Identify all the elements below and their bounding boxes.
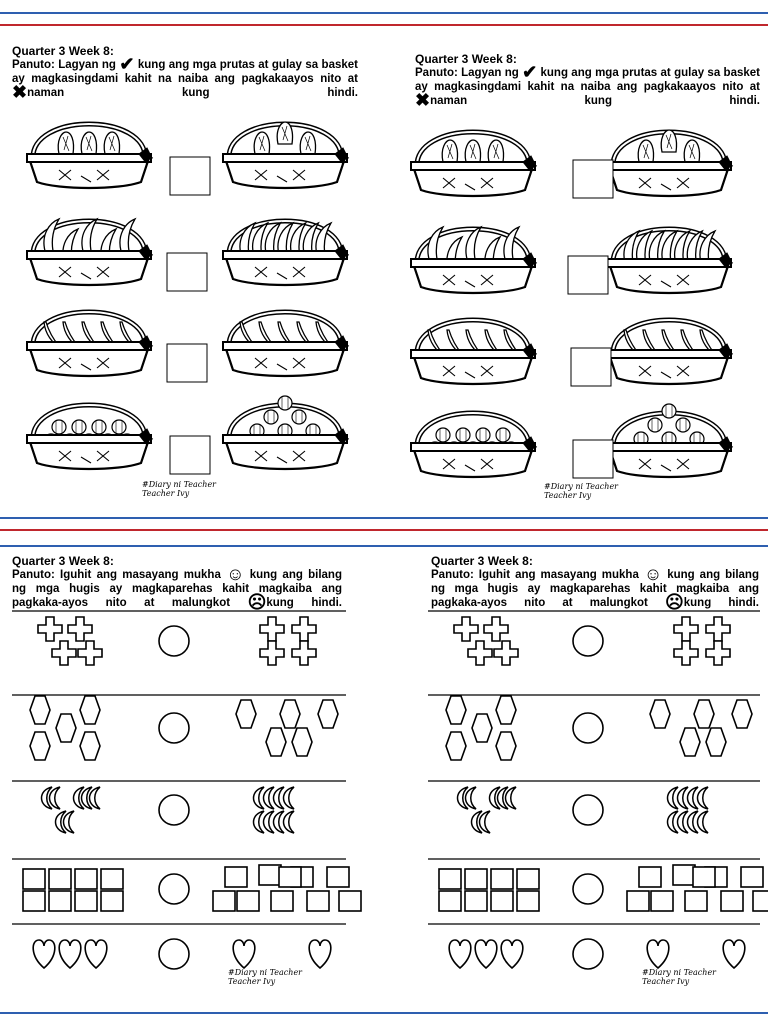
square-shape-icon — [517, 869, 539, 889]
instruction-text: Panuto: Lagyan ng ✔ kung ang mga prutas at gulay sa basket ay magkasingdami kahit na naiba ang pagkakaayos nito at ✖naman kung hindi. — [415, 62, 760, 110]
answer-box-row-4[interactable] — [170, 436, 210, 474]
teacher-signature: #Diary ni Teacher Teacher Ivy — [228, 968, 302, 986]
banana-icon — [466, 227, 481, 259]
hexagon-shape-icon — [80, 696, 100, 724]
tomato-icon — [676, 418, 690, 432]
answer-circle[interactable] — [573, 939, 603, 969]
tomato-icon — [662, 404, 676, 418]
basket-icon — [607, 320, 733, 384]
tomato-icon — [496, 428, 510, 442]
square-shape-icon — [439, 891, 461, 911]
cross-shape-icon — [260, 617, 284, 641]
square-shape-icon — [753, 891, 768, 911]
crescent-shape-icon — [50, 787, 61, 809]
cross-shape-icon — [292, 641, 316, 665]
crescent-shape-icon — [64, 811, 75, 833]
worksheet-top-right — [384, 0, 768, 515]
crescent-shape-icon — [668, 787, 679, 809]
square-shape-icon — [339, 891, 361, 911]
cross-shape-icon — [260, 641, 284, 665]
cross-shape-icon — [68, 617, 92, 641]
hexagon-shape-icon — [56, 714, 76, 742]
square-shape-icon — [237, 891, 259, 911]
hexagon-shape-icon — [694, 700, 714, 728]
basket-icon — [27, 405, 153, 469]
basket-icon — [607, 130, 733, 196]
square-shape-icon — [327, 867, 349, 887]
basket-icon — [27, 124, 153, 188]
answer-box-row-1[interactable] — [170, 157, 210, 195]
basket-icon — [27, 312, 153, 376]
heart-shape-icon — [309, 940, 331, 968]
basket-comparison-area — [384, 0, 768, 515]
square-shape-icon — [213, 891, 235, 911]
answer-circle[interactable] — [159, 626, 189, 656]
basket-icon — [411, 132, 537, 196]
crescent-shape-icon — [506, 787, 517, 809]
middle-blue-rule-2 — [0, 545, 768, 547]
answer-circle[interactable] — [159, 713, 189, 743]
crescent-shape-icon — [678, 811, 689, 833]
hexagon-shape-icon — [472, 714, 492, 742]
hexagon-shape-icon — [680, 728, 700, 756]
instruction-text: Panuto: Iguhit ang masayang mukha ☺ kung ang bilang ng mga hugis ay magkaparehas kahit magkaiba ang pagkaka-ayos nito at malungkot ☹kung hindi. — [12, 564, 342, 612]
answer-circle[interactable] — [573, 713, 603, 743]
square-shape-icon — [721, 891, 743, 911]
cross-shape-icon — [706, 617, 730, 641]
hexagon-shape-icon — [706, 728, 726, 756]
square-shape-icon — [673, 865, 695, 885]
tomato-icon — [52, 420, 66, 434]
basket-icon — [27, 219, 153, 285]
square-shape-icon — [517, 891, 539, 911]
cross-shape-icon — [674, 617, 698, 641]
basket-icon — [223, 221, 349, 285]
cross-shape-icon — [674, 641, 698, 665]
answer-box-row-1[interactable] — [573, 160, 613, 198]
middle-blue-rule-1 — [0, 517, 768, 519]
tomato-icon — [112, 420, 126, 434]
worksheet-bottom-right — [384, 548, 768, 1010]
crescent-shape-icon — [90, 787, 101, 809]
square-shape-icon — [23, 891, 45, 911]
cross-shape-icon — [52, 641, 76, 665]
square-shape-icon — [741, 867, 763, 887]
banana-icon — [428, 227, 443, 259]
worksheet-title: Quarter 3 Week 8: — [12, 554, 114, 568]
hexagon-shape-icon — [496, 732, 516, 760]
square-shape-icon — [651, 891, 673, 911]
hexagon-shape-icon — [446, 732, 466, 760]
hexagon-shape-icon — [30, 696, 50, 724]
cross-shape-icon — [38, 617, 62, 641]
hexagon-shape-icon — [318, 700, 338, 728]
crescent-shape-icon — [284, 787, 295, 809]
cross-icon: ✖ — [12, 82, 28, 102]
tomato-icon — [456, 428, 470, 442]
basket-icon — [411, 413, 537, 477]
cross-shape-icon — [78, 641, 102, 665]
cross-shape-icon — [454, 617, 478, 641]
basket-icon — [223, 122, 349, 188]
hexagon-shape-icon — [650, 700, 670, 728]
square-shape-icon — [465, 891, 487, 911]
square-shape-icon — [491, 891, 513, 911]
tomato-icon — [264, 410, 278, 424]
answer-circle[interactable] — [573, 874, 603, 904]
tomato-icon — [648, 418, 662, 432]
teacher-signature: #Diary ni Teacher Teacher Ivy — [544, 482, 618, 500]
square-shape-icon — [101, 891, 123, 911]
cross-shape-icon — [494, 641, 518, 665]
worksheet-title: Quarter 3 Week 8: — [12, 44, 114, 58]
tomato-icon — [72, 420, 86, 434]
heart-shape-icon — [647, 940, 669, 968]
hexagon-shape-icon — [496, 696, 516, 724]
cross-shape-icon — [292, 617, 316, 641]
teacher-signature: #Diary ni Teacher Teacher Ivy — [142, 480, 216, 498]
answer-circle[interactable] — [573, 795, 603, 825]
basket-icon — [411, 227, 537, 293]
check-icon: ✔ — [522, 62, 538, 82]
basket-icon — [607, 229, 733, 293]
basket-icon — [411, 320, 537, 384]
instruction-text: Panuto: Lagyan ng ✔ kung ang mga prutas at gulay sa basket ay magkasingdami kahit na naiba ang pagkakaayos nito at ✖naman kung hindi. — [12, 54, 358, 102]
square-shape-icon — [75, 891, 97, 911]
check-icon: ✔ — [119, 54, 135, 74]
worksheet-title: Quarter 3 Week 8: — [415, 52, 517, 66]
crescent-shape-icon — [688, 787, 699, 809]
hexagon-shape-icon — [80, 732, 100, 760]
square-shape-icon — [75, 869, 97, 889]
answer-box-row-3[interactable] — [571, 348, 611, 386]
heart-shape-icon — [33, 940, 55, 968]
worksheet-top-left — [0, 0, 384, 515]
heart-shape-icon — [233, 940, 255, 968]
hexagon-shape-icon — [446, 696, 466, 724]
worksheet-bottom-left — [0, 548, 384, 1010]
crescent-shape-icon — [698, 787, 709, 809]
answer-box-row-2[interactable] — [568, 256, 608, 294]
square-shape-icon — [23, 869, 45, 889]
tomato-icon — [92, 420, 106, 434]
happy-face-icon: ☺ — [643, 564, 663, 584]
square-shape-icon — [685, 891, 707, 911]
happy-face-icon: ☺ — [226, 564, 245, 584]
basket-icon — [223, 312, 349, 376]
instruction-text: Panuto: Iguhit ang masayang mukha ☺ kung ang bilang ng mga hugis ay magkaparehas kahit magkaiba ang pagkaka-ayos nito at malungkot ☹kung hindi. — [431, 564, 759, 612]
crescent-shape-icon — [480, 811, 491, 833]
basket-comparison-area — [0, 0, 384, 515]
answer-box-row-3[interactable] — [167, 344, 207, 382]
square-shape-icon — [491, 869, 513, 889]
crescent-shape-icon — [254, 787, 265, 809]
tomato-icon — [292, 410, 306, 424]
shape-comparison-area — [0, 548, 384, 1010]
square-shape-icon — [465, 869, 487, 889]
square-shape-icon — [627, 891, 649, 911]
middle-red-rule — [0, 529, 768, 531]
square-shape-icon — [49, 891, 71, 911]
banana-icon — [82, 219, 97, 251]
heart-shape-icon — [85, 940, 107, 968]
crescent-shape-icon — [274, 811, 285, 833]
hexagon-shape-icon — [280, 700, 300, 728]
square-shape-icon — [49, 869, 71, 889]
shape-comparison-area — [384, 548, 768, 1010]
hexagon-shape-icon — [292, 728, 312, 756]
crescent-shape-icon — [688, 811, 699, 833]
crescent-shape-icon — [254, 811, 265, 833]
answer-circle[interactable] — [573, 626, 603, 656]
cross-shape-icon — [468, 641, 492, 665]
answer-circle[interactable] — [159, 795, 189, 825]
cross-shape-icon — [484, 617, 508, 641]
hexagon-shape-icon — [266, 728, 286, 756]
cross-icon: ✖ — [415, 90, 431, 110]
crescent-shape-icon — [668, 811, 679, 833]
sad-face-icon: ☹ — [664, 592, 684, 612]
bottom-blue-rule — [0, 1012, 768, 1014]
crescent-shape-icon — [264, 787, 275, 809]
heart-shape-icon — [475, 940, 497, 968]
crescent-shape-icon — [284, 811, 295, 833]
square-shape-icon — [259, 865, 281, 885]
answer-circle[interactable] — [159, 939, 189, 969]
square-shape-icon — [307, 891, 329, 911]
banana-icon — [44, 219, 59, 251]
heart-shape-icon — [449, 940, 471, 968]
basket-icon — [607, 404, 733, 477]
square-shape-icon — [279, 867, 301, 887]
teacher-signature: #Diary ni Teacher Teacher Ivy — [642, 968, 716, 986]
heart-shape-icon — [501, 940, 523, 968]
worksheet-title: Quarter 3 Week 8: — [431, 554, 533, 568]
square-shape-icon — [225, 867, 247, 887]
tomato-icon — [278, 396, 292, 410]
square-shape-icon — [639, 867, 661, 887]
crescent-shape-icon — [264, 811, 275, 833]
answer-box-row-2[interactable] — [167, 253, 207, 291]
cross-shape-icon — [706, 641, 730, 665]
basket-icon — [223, 396, 349, 469]
answer-circle[interactable] — [159, 874, 189, 904]
crescent-shape-icon — [466, 787, 477, 809]
crescent-shape-icon — [678, 787, 689, 809]
hexagon-shape-icon — [732, 700, 752, 728]
tomato-icon — [476, 428, 490, 442]
basket-artwork — [411, 130, 733, 477]
heart-shape-icon — [723, 940, 745, 968]
square-shape-icon — [693, 867, 715, 887]
square-shape-icon — [271, 891, 293, 911]
square-shape-icon — [101, 869, 123, 889]
crescent-shape-icon — [698, 811, 709, 833]
crescent-shape-icon — [274, 787, 285, 809]
square-shape-icon — [439, 869, 461, 889]
sad-face-icon: ☹ — [247, 592, 267, 612]
answer-box-row-4[interactable] — [573, 440, 613, 478]
heart-shape-icon — [59, 940, 81, 968]
tomato-icon — [436, 428, 450, 442]
hexagon-shape-icon — [30, 732, 50, 760]
hexagon-shape-icon — [236, 700, 256, 728]
